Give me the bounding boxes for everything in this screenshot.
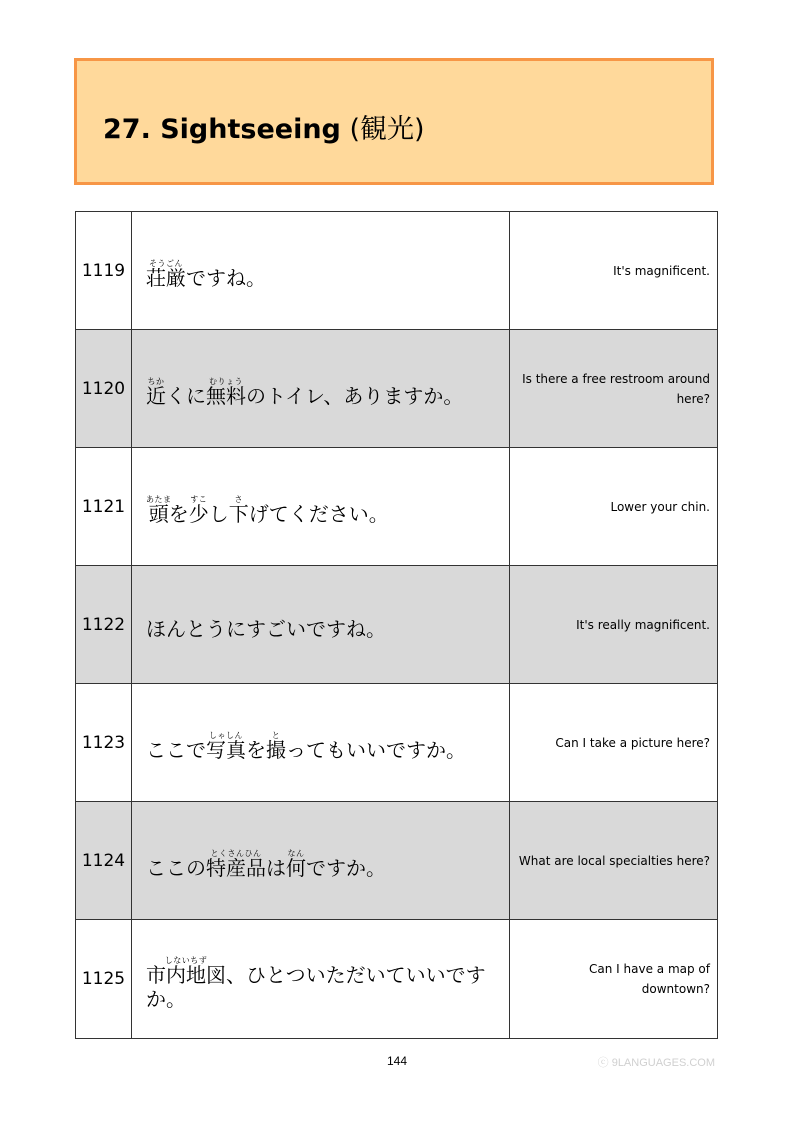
kanji-base: 市内地図	[146, 962, 226, 987]
phrase-row	[76, 920, 718, 1039]
kanji-base: 近	[146, 384, 166, 408]
phrase-number: 1119	[76, 212, 132, 330]
japanese-phrase	[132, 920, 510, 1039]
japanese-phrase-line	[146, 495, 389, 526]
section-title	[103, 107, 425, 146]
furigana-reading: しゃしん	[206, 731, 246, 740]
phrase-number: 1121	[76, 448, 132, 566]
phrase-row	[76, 212, 718, 330]
phrase-number: 1122	[76, 566, 132, 684]
furigana-reading: むりょう	[206, 377, 246, 386]
furigana-reading: さ	[228, 495, 249, 504]
english-translation: Can I have a map of downtown?	[510, 920, 718, 1039]
kanji-base: 荘厳	[146, 266, 186, 290]
furigana-word	[206, 731, 246, 762]
furigana-reading: すこ	[188, 495, 209, 504]
furigana-reading: とくさんひん	[206, 849, 266, 858]
japanese-phrase-line	[146, 617, 386, 641]
phrase-table	[75, 211, 718, 1039]
furigana-reading: しないちず	[146, 955, 226, 965]
english-translation: It's really magnificent.	[510, 566, 718, 684]
kanji-base: 特産品	[206, 856, 266, 880]
japanese-phrase-line	[146, 377, 463, 408]
japanese-phrase	[132, 684, 510, 802]
furigana-reading: と	[266, 731, 286, 740]
phrase-row	[76, 566, 718, 684]
kanji-base: 下	[228, 502, 249, 526]
section-title-box	[74, 58, 714, 185]
kana-text: を	[168, 502, 189, 526]
furigana-word	[146, 377, 166, 408]
japanese-phrase	[132, 448, 510, 566]
phrase-row	[76, 802, 718, 920]
page-number: 144	[386, 1054, 408, 1068]
japanese-phrase-line	[146, 956, 509, 1011]
japanese-phrase	[132, 212, 510, 330]
kana-text: ほんとうにすごいですね。	[146, 616, 386, 641]
kanji-base: 無料	[206, 384, 246, 408]
japanese-phrase	[132, 566, 510, 684]
kanji-base: 頭	[146, 502, 172, 526]
furigana-word	[286, 849, 306, 880]
section-title-japanese: (観光)	[340, 114, 425, 145]
furigana-word	[206, 377, 246, 408]
japanese-phrase-line	[146, 849, 386, 880]
english-translation: Lower your chin.	[510, 448, 718, 566]
kana-text: 、ひとついただいていいですか。	[146, 962, 486, 1011]
furigana-word	[228, 495, 249, 526]
phrase-table-body	[76, 212, 718, 1039]
japanese-phrase	[132, 330, 510, 448]
furigana-word	[188, 495, 209, 526]
furigana-reading: ちか	[146, 377, 166, 386]
japanese-phrase	[132, 802, 510, 920]
kana-text: げてください。	[248, 502, 389, 526]
kana-text: ここで	[146, 738, 206, 762]
phrase-number: 1123	[76, 684, 132, 802]
furigana-word	[146, 955, 226, 987]
kanji-base: 写真	[206, 738, 246, 762]
furigana-word	[146, 259, 186, 290]
furigana-reading: あたま	[146, 495, 172, 504]
english-translation: What are local specialties here?	[510, 802, 718, 920]
kana-text: ですね。	[186, 266, 266, 290]
kana-text: を	[246, 738, 266, 762]
kana-text: ここの	[146, 856, 206, 880]
kana-text: ってもいいですか。	[286, 738, 466, 762]
furigana-reading: そうごん	[146, 259, 186, 268]
furigana-word	[146, 495, 172, 526]
phrase-number: 1120	[76, 330, 132, 448]
kana-text: ですか。	[306, 856, 386, 880]
phrase-row	[76, 448, 718, 566]
phrase-row	[76, 330, 718, 448]
phrase-number: 1125	[76, 920, 132, 1039]
furigana-word	[206, 849, 266, 880]
kanji-base: 少	[188, 502, 209, 526]
section-title-main: 27. Sightseeing	[103, 114, 341, 145]
kanji-base: 撮	[266, 738, 286, 762]
kana-text: くに	[166, 384, 206, 408]
phrase-row	[76, 684, 718, 802]
phrase-number: 1124	[76, 802, 132, 920]
kana-text: は	[266, 856, 286, 880]
furigana-reading: なん	[286, 849, 306, 858]
japanese-phrase-line	[146, 259, 266, 290]
furigana-word	[266, 731, 286, 762]
japanese-phrase-line	[146, 731, 466, 762]
kanji-base: 何	[286, 856, 306, 880]
english-translation: Is there a free restroom around here?	[510, 330, 718, 448]
kana-text: し	[208, 502, 229, 526]
english-translation: It's magnificent.	[510, 212, 718, 330]
watermark: ⓒ 9LANGUAGES.COM	[597, 1057, 715, 1069]
english-translation: Can I take a picture here?	[510, 684, 718, 802]
kana-text: のトイレ、ありますか。	[246, 384, 464, 408]
